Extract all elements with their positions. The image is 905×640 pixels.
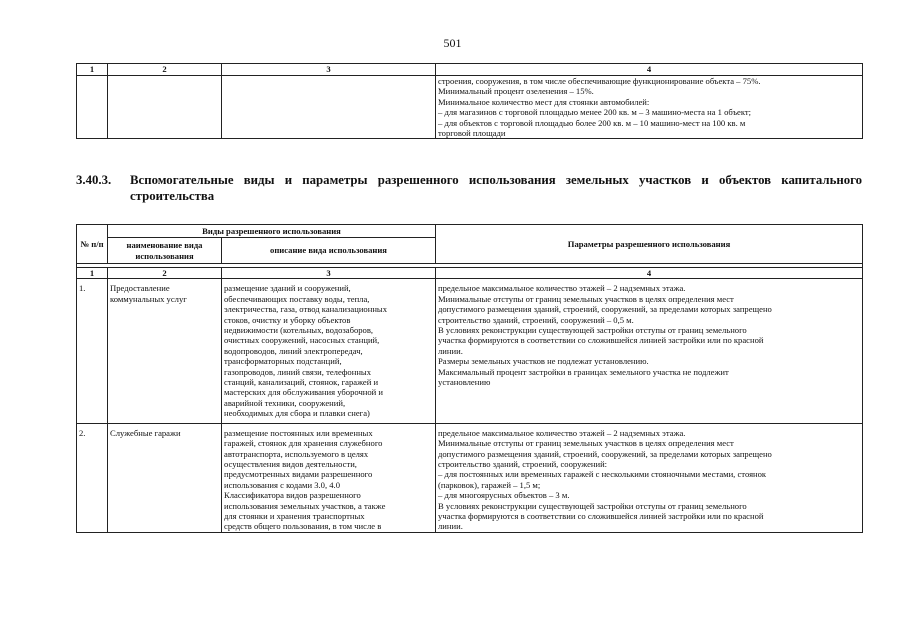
continuation-row xyxy=(77,76,863,139)
header-desc: описание вида использования xyxy=(222,238,436,264)
column-number: 1 xyxy=(77,64,108,76)
permitted-use-table xyxy=(76,224,863,533)
use-parameters: предельное максимальное количество этажей – 2 надземных этажа. Минимальные отступы от границ земельных участков в целях определения мест допустимого размещения зданий, строений, сооружений, за пределами которых запрещено строительство зданий, строений, сооружений – 0,5 м. В условиях реконструкции существующей застройки отступы от границ земельного участка формируются в соответствии со сложившейся линией застройки или по красной линии. Размеры земельных участков не подлежат установлению. Максимальный процент застройки в границах земельного участка не подлежит установлению xyxy=(436,279,863,423)
column-number: 1 xyxy=(77,268,108,279)
table-row xyxy=(77,423,863,532)
column-number: 2 xyxy=(108,64,222,76)
use-parameters: предельное максимальное количество этажей – 2 надземных этажа. Минимальные отступы от границ земельных участков в целях определения мест допустимого размещения зданий, строений, сооружений, за пределами которых запрещено строительство зданий, строений, сооружений: – для постоянных или временных гаражей с несколькими стояночными местами, стоянок (парковок), гаражей – 1,5 м; – для многоярусных объектов – 3 м. В условиях реконструкции существующей застройки отступы от границ земельного участка формируются в соответствии со сложившейся линией застройки или по красной линии. xyxy=(436,423,863,532)
use-name: Предоставление коммунальных услуг xyxy=(108,279,222,423)
column-number: 2 xyxy=(108,268,222,279)
section-number: 3.40.3. xyxy=(76,173,112,187)
use-name: Служебные гаражи xyxy=(108,423,222,532)
column-number-row xyxy=(77,64,863,76)
header-num: № п/п xyxy=(77,225,108,264)
header-params: Параметры разрешенного использования xyxy=(436,225,863,264)
row-number: 2. xyxy=(77,423,108,532)
section-title: Вспомогательные виды и параметры разрешенного использования земельных участков и объектов капитального строительства xyxy=(130,173,862,203)
table-header-row xyxy=(77,225,863,238)
use-description: размещение зданий и сооружений, обеспечивающих поставку воды, тепла, электричества, газа, отвод канализационных стоков, очистку и уборку объектов недвижимости (котельных, водозаборов, очистных сооружений, насосных станций, водопроводов, линий электропередач, трансформаторных подстанций, газопроводов, линий связи, телефонных станций, канализаций, стоянок, гаражей и мастерских для обслуживания уборочной и аварийной техники, сооружений, необходимых для сбора и плавки снега) xyxy=(222,279,436,423)
column-number: 4 xyxy=(436,64,863,76)
header-name: наименование вида использования xyxy=(108,238,222,264)
column-number: 4 xyxy=(436,268,863,279)
table-row xyxy=(77,279,863,423)
page-number: 501 xyxy=(443,36,462,50)
row-number: 1. xyxy=(77,279,108,423)
section-heading xyxy=(76,172,862,204)
continuation-parameters: строения, сооружения, в том числе обеспечивающие функционирование объекта – 75%. Минимальный процент озеленения – 15%. Минимальное количество мест для стоянки автомобилей: – для магазинов с торговой площадью менее 200 кв. м – 3 машино-места на 1 объект; – для объектов с торговой площадью более 200 кв. м – 10 машино-мест на 100 кв. м торговой площади xyxy=(436,76,863,139)
column-number: 3 xyxy=(222,268,436,279)
column-number: 3 xyxy=(222,64,436,76)
use-description: размещение постоянных или временных гаражей, стоянок для хранения служебного автотранспорта, используемого в целях осуществления видов деятельности, предусмотренных видами разрешенного использования с кодами 3.0, 4.0 Классификатора видов разрешенного использования земельных участков, а также для стоянки и хранения транспортных средств общего пользования, в том числе в xyxy=(222,423,436,532)
continuation-table xyxy=(76,63,863,139)
header-group: Виды разрешенного использования xyxy=(108,225,436,238)
column-number-row xyxy=(77,268,863,279)
